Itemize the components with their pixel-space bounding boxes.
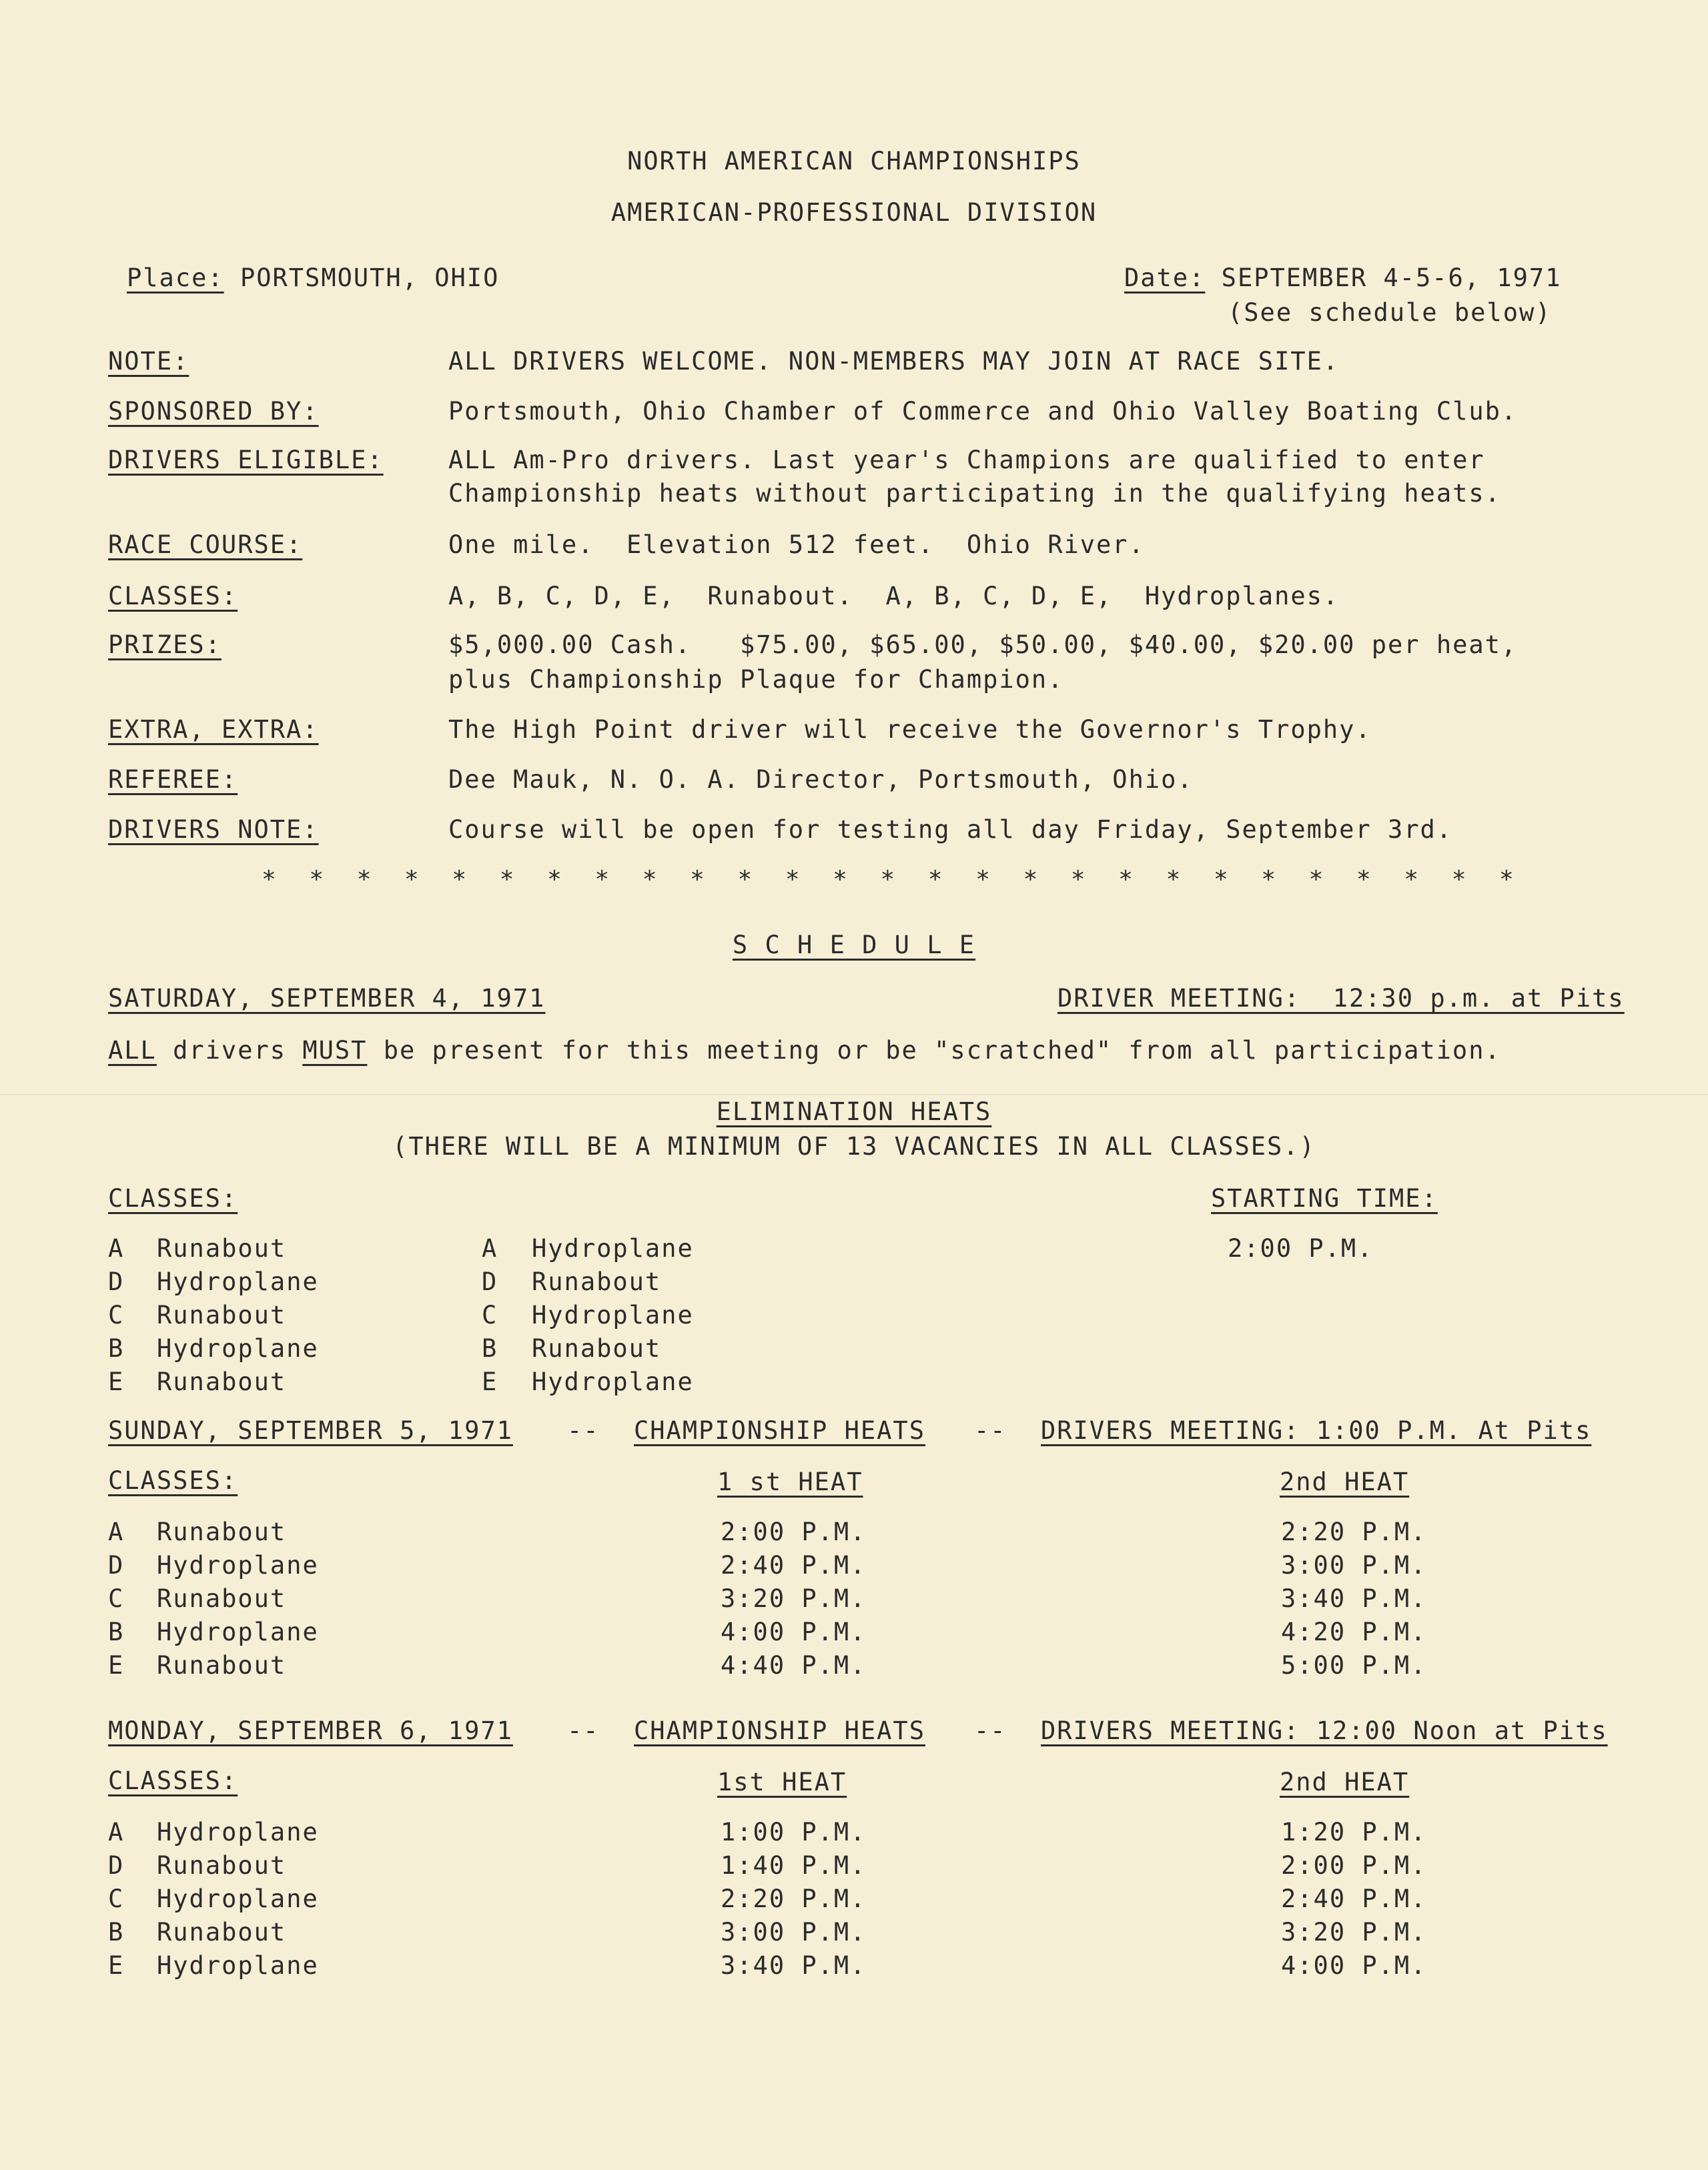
mon-row-letter: E [108, 1951, 125, 1980]
mon-row-letter: A [108, 1818, 125, 1846]
sun-row-heat2: 3:40 P.M. [1281, 1584, 1427, 1613]
monday-heat1-label: 1st HEAT [717, 1768, 847, 1796]
sat-class-letter: D [108, 1267, 125, 1296]
sat-class-type: Hydroplane [532, 1368, 694, 1396]
saturday-date: SATURDAY, SEPTEMBER 4, 1971 [108, 984, 546, 1013]
sun-row-heat2: 3:00 P.M. [1281, 1551, 1427, 1580]
sun-row-heat2: 2:20 P.M. [1281, 1518, 1427, 1546]
info-value-drivers-note: Course will be open for testing all day Friday, September 3rd. [448, 815, 1453, 844]
mon-row-type: Hydroplane [157, 1884, 319, 1913]
mon-row-heat1: 1:00 P.M. [721, 1818, 867, 1846]
sunday-championship-heats: CHAMPIONSHIP HEATS [634, 1416, 925, 1445]
info-value-sponsored: Portsmouth, Ohio Chamber of Commerce and Ohio Valley Boating Club. [448, 397, 1518, 426]
sunday-meeting: DRIVERS MEETING: 1:00 P.M. At Pits [1041, 1416, 1592, 1445]
warning-drivers: drivers [173, 1036, 287, 1065]
warning-must: MUST [302, 1036, 368, 1065]
paper-fold-line [0, 1094, 1708, 1095]
info-value-eligible-line2: Championship heats without participating in the qualifying heats. [448, 479, 1501, 508]
info-value-eligible-line1: ALL Am-Pro drivers. Last year's Champions are qualified to enter [448, 446, 1485, 474]
document-title: NORTH AMERICAN CHAMPIONSHIPS [627, 147, 1081, 175]
mon-row-heat1: 3:40 P.M. [721, 1951, 867, 1980]
info-label-note: NOTE: [108, 347, 189, 376]
place-label: Place: [127, 263, 224, 292]
date-label: Date: [1124, 263, 1206, 292]
sat-class-letter: E [482, 1368, 498, 1396]
sat-class-type: Hydroplane [157, 1267, 319, 1296]
mon-row-heat1: 3:00 P.M. [721, 1918, 867, 1947]
info-value-prizes-line2: plus Championship Plaque for Champion. [448, 665, 1064, 694]
sat-class-letter: C [108, 1301, 125, 1329]
sun-row-heat2: 4:20 P.M. [1281, 1618, 1427, 1646]
date-value: SEPTEMBER 4-5-6, 1971 [1221, 263, 1562, 292]
mon-row-heat1: 2:20 P.M. [721, 1884, 867, 1913]
mon-row-letter: B [108, 1918, 125, 1947]
monday-meeting: DRIVERS MEETING: 12:00 Noon at Pits [1041, 1716, 1608, 1745]
saturday-warning [108, 1036, 1501, 1065]
sunday-date: SUNDAY, SEPTEMBER 5, 1971 [108, 1416, 513, 1445]
saturday-classes-label: CLASSES: [108, 1184, 238, 1213]
monday-heat2-label: 2nd HEAT [1280, 1768, 1410, 1796]
mon-row-letter: D [108, 1851, 125, 1880]
place-line [127, 263, 499, 292]
sun-row-heat1: 2:40 P.M. [721, 1551, 867, 1580]
sun-row-letter: C [108, 1584, 125, 1613]
mon-row-heat2: 2:40 P.M. [1281, 1884, 1427, 1913]
elimination-heats-title: ELIMINATION HEATS [716, 1097, 992, 1126]
sat-class-type: Hydroplane [532, 1301, 694, 1329]
info-label-classes: CLASSES: [108, 582, 238, 610]
date-note: (See schedule below) [1228, 298, 1552, 327]
info-value-extra: The High Point driver will receive the Governor's Trophy. [448, 715, 1372, 744]
monday-dash-2: -- [974, 1716, 1007, 1745]
mon-row-type: Hydroplane [157, 1818, 319, 1846]
info-label-drivers-note: DRIVERS NOTE: [108, 815, 319, 844]
info-label-referee: REFEREE: [108, 765, 238, 794]
sun-row-heat1: 2:00 P.M. [721, 1518, 867, 1546]
sat-class-letter: A [108, 1234, 125, 1263]
sat-class-letter: C [482, 1301, 498, 1329]
sun-row-heat2: 5:00 P.M. [1281, 1651, 1427, 1680]
sat-class-type: Runabout [157, 1301, 287, 1329]
info-value-course: One mile. Elevation 512 feet. Ohio River. [448, 530, 1145, 559]
mon-row-type: Runabout [157, 1851, 287, 1880]
info-label-prizes: PRIZES: [108, 630, 222, 659]
mon-row-heat2: 4:00 P.M. [1281, 1951, 1427, 1980]
document-subtitle: AMERICAN-PROFESSIONAL DIVISION [610, 198, 1098, 227]
saturday-starting-time: 2:00 P.M. [1228, 1234, 1374, 1263]
warning-all: ALL [108, 1036, 157, 1065]
sat-class-type: Hydroplane [532, 1234, 694, 1263]
info-value-referee: Dee Mauk, N. O. A. Director, Portsmouth, Ohio. [448, 765, 1194, 794]
sat-class-type: Runabout [532, 1267, 662, 1296]
sunday-heat1-label: 1 st HEAT [717, 1468, 863, 1496]
sun-row-letter: E [108, 1651, 125, 1680]
sat-class-type: Hydroplane [157, 1334, 319, 1363]
sun-row-type: Runabout [157, 1651, 287, 1680]
info-label-extra: EXTRA, EXTRA: [108, 715, 319, 744]
sun-row-heat1: 4:00 P.M. [721, 1618, 867, 1646]
sun-row-letter: D [108, 1551, 125, 1580]
info-value-classes: A, B, C, D, E, Runabout. A, B, C, D, E, Hydroplanes. [448, 582, 1340, 610]
sat-class-letter: E [108, 1368, 125, 1396]
schedule-title: S C H E D U L E [732, 931, 976, 959]
sunday-heat2-label: 2nd HEAT [1280, 1468, 1410, 1496]
sun-row-type: Runabout [157, 1584, 287, 1613]
sunday-classes-label: CLASSES: [108, 1466, 238, 1495]
sun-row-type: Hydroplane [157, 1551, 319, 1580]
mon-row-type: Runabout [157, 1918, 287, 1947]
monday-classes-label: CLASSES: [108, 1766, 238, 1795]
mon-row-heat2: 3:20 P.M. [1281, 1918, 1427, 1947]
sun-row-letter: A [108, 1518, 125, 1546]
mon-row-letter: C [108, 1884, 125, 1913]
sat-class-type: Runabout [157, 1234, 287, 1263]
saturday-meeting: DRIVER MEETING: 12:30 p.m. at Pits [1057, 984, 1625, 1013]
mon-row-heat1: 1:40 P.M. [721, 1851, 867, 1880]
sat-class-letter: B [482, 1334, 498, 1363]
sun-row-heat1: 4:40 P.M. [721, 1651, 867, 1680]
info-label-sponsored: SPONSORED BY: [108, 397, 319, 426]
sunday-dash-2: -- [974, 1416, 1007, 1445]
warning-rest: be present for this meeting or be "scratched" from all participation. [383, 1036, 1501, 1065]
date-line [1124, 263, 1561, 292]
monday-date: MONDAY, SEPTEMBER 6, 1971 [108, 1716, 513, 1745]
sun-row-letter: B [108, 1618, 125, 1646]
sunday-dash-1: -- [567, 1416, 600, 1445]
sat-class-letter: A [482, 1234, 498, 1263]
mon-row-type: Hydroplane [157, 1951, 319, 1980]
asterisk-divider: * * * * * * * * * * * * * * * * * * * * * * * * * * * [262, 866, 1523, 893]
sat-class-letter: D [482, 1267, 498, 1296]
place-value: PORTSMOUTH, OHIO [240, 263, 500, 292]
mon-row-heat2: 1:20 P.M. [1281, 1818, 1427, 1846]
monday-championship-heats: CHAMPIONSHIP HEATS [634, 1716, 925, 1745]
monday-dash-1: -- [567, 1716, 600, 1745]
info-value-note: ALL DRIVERS WELCOME. NON-MEMBERS MAY JOIN AT RACE SITE. [448, 347, 1340, 376]
saturday-starting-label: STARTING TIME: [1211, 1184, 1438, 1213]
sun-row-heat1: 3:20 P.M. [721, 1584, 867, 1613]
info-label-course: RACE COURSE: [108, 530, 303, 559]
sun-row-type: Runabout [157, 1518, 287, 1546]
info-value-prizes-line1: $5,000.00 Cash. $75.00, $65.00, $50.00, $40.00, $20.00 per heat, [448, 630, 1518, 659]
sun-row-type: Hydroplane [157, 1618, 319, 1646]
info-label-eligible: DRIVERS ELIGIBLE: [108, 446, 384, 474]
mon-row-heat2: 2:00 P.M. [1281, 1851, 1427, 1880]
sat-class-type: Runabout [157, 1368, 287, 1396]
sat-class-type: Runabout [532, 1334, 662, 1363]
sat-class-letter: B [108, 1334, 125, 1363]
elimination-heats-note: (THERE WILL BE A MINIMUM OF 13 VACANCIES IN ALL CLASSES.) [392, 1132, 1316, 1161]
